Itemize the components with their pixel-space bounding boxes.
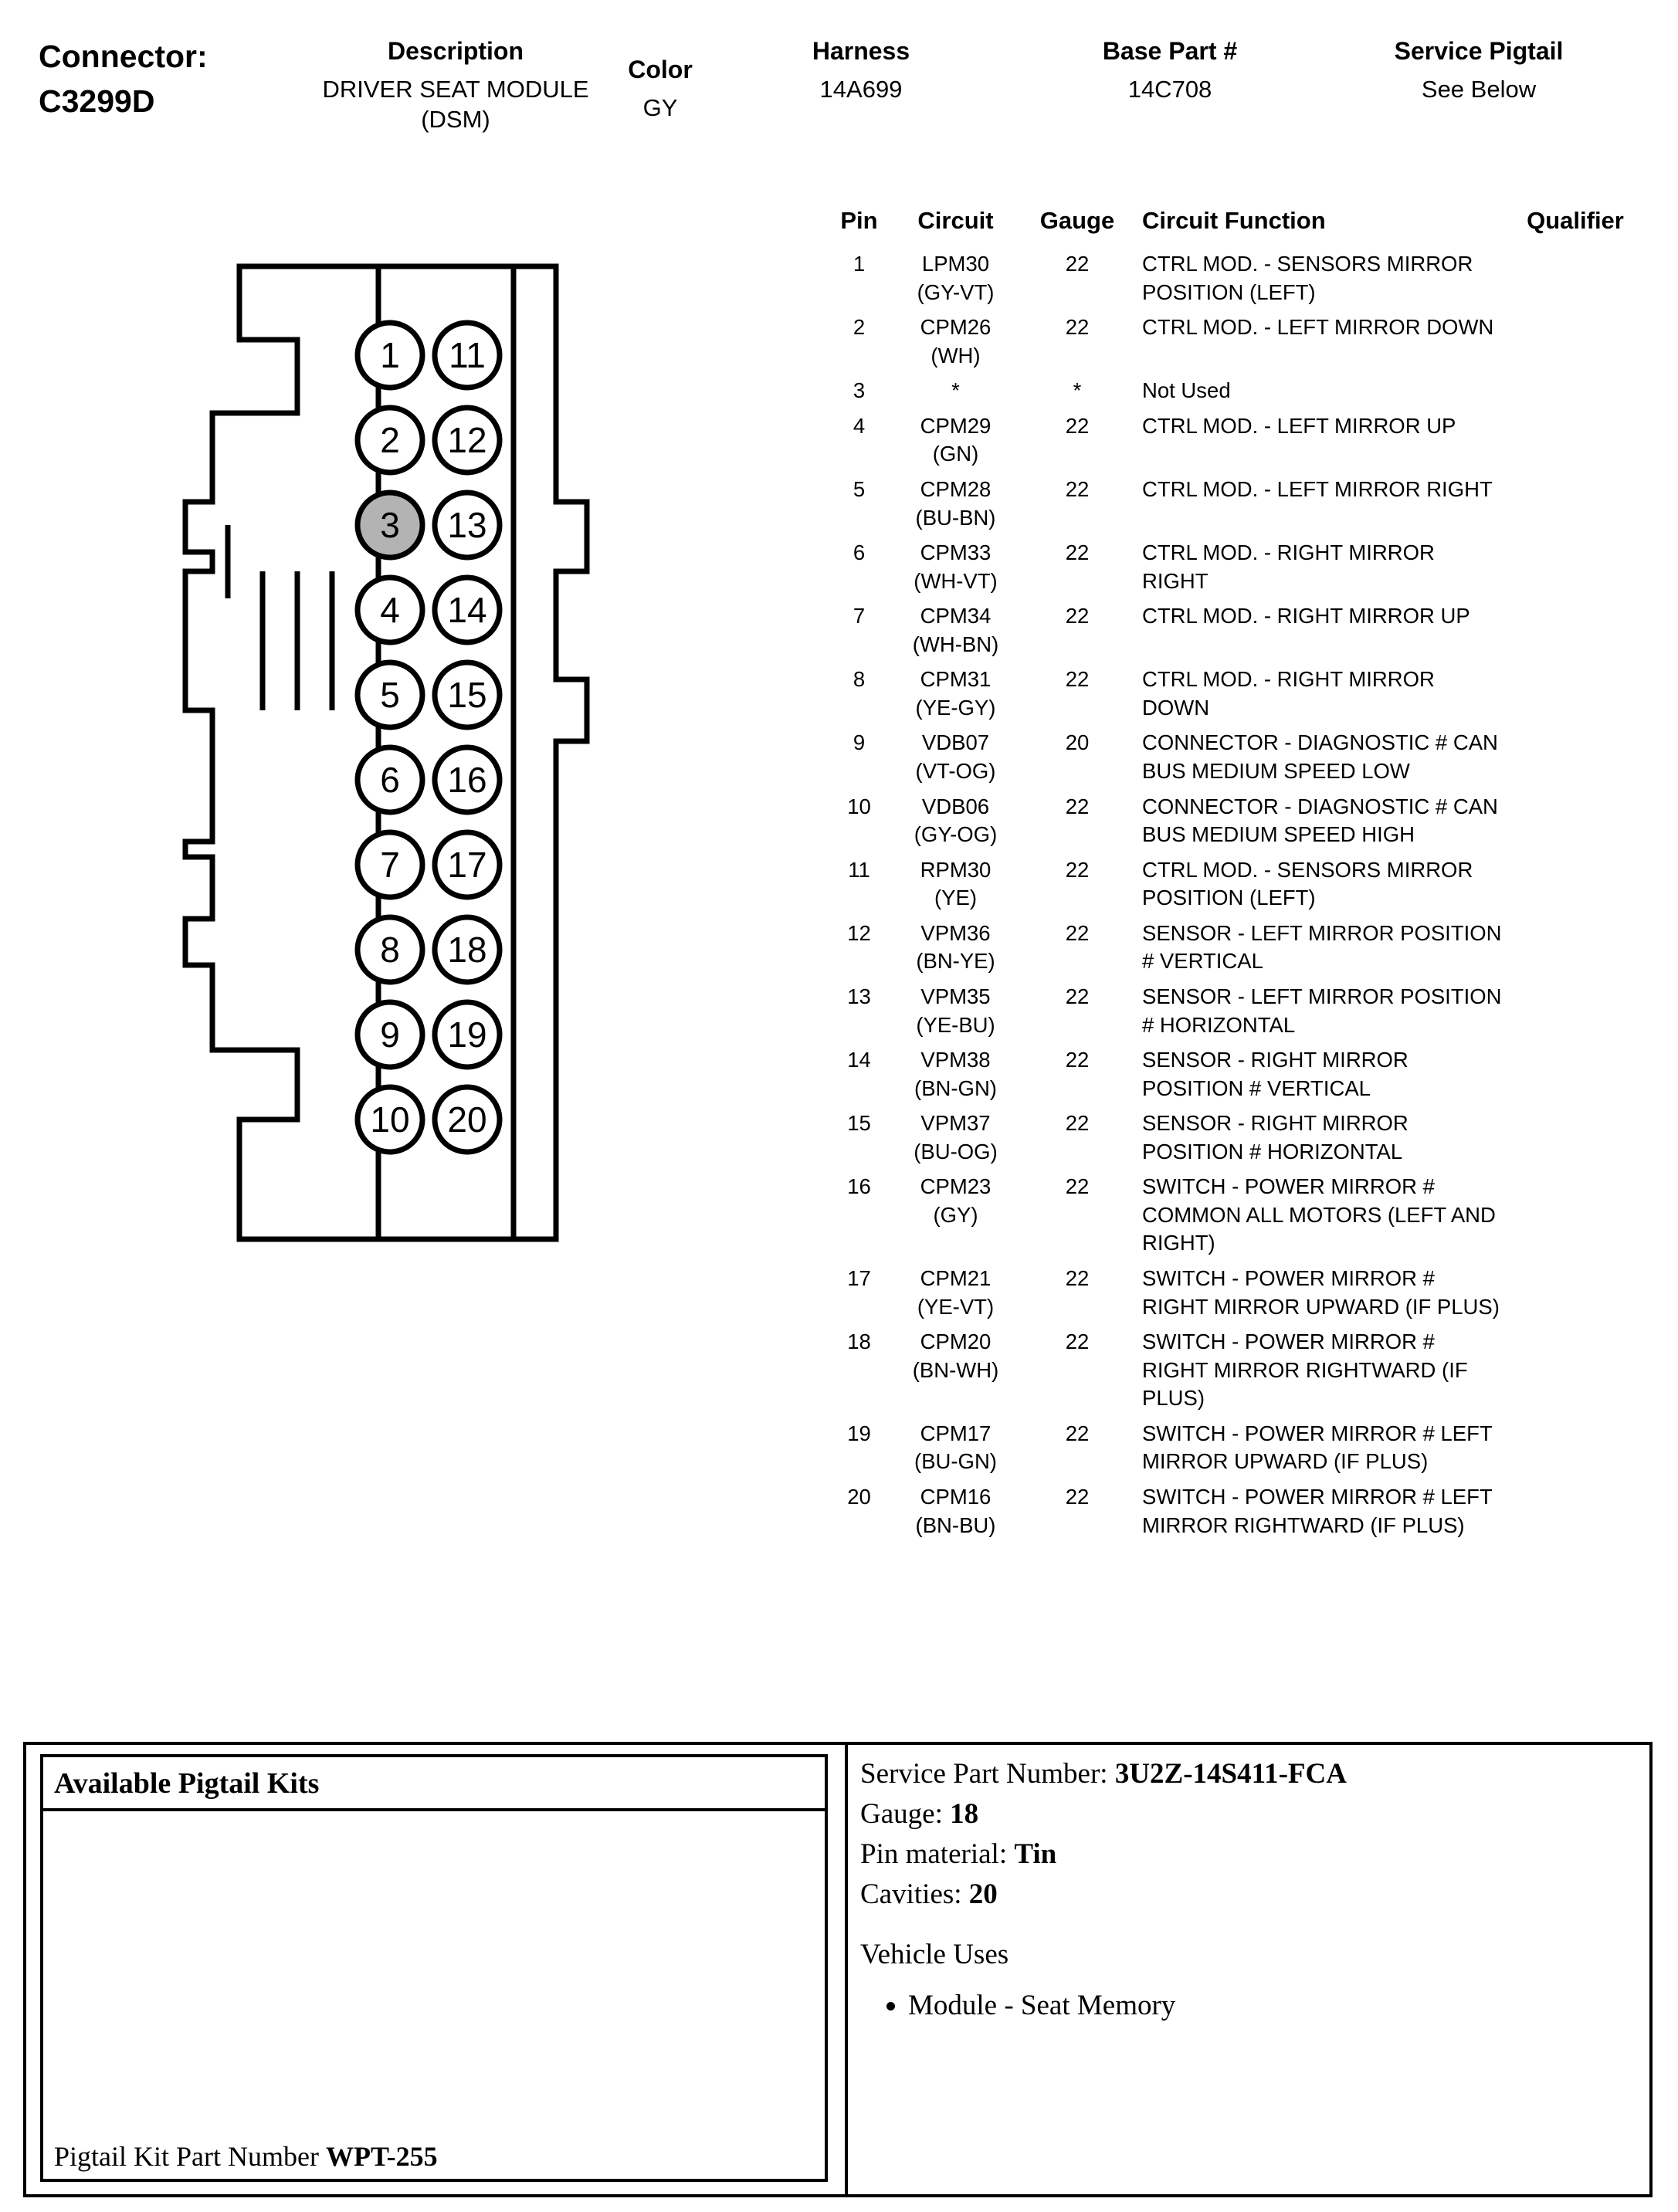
pin-material-row	[860, 1836, 1640, 1873]
cell-qualifier	[1502, 726, 1649, 789]
cell-pin: 18	[847, 1330, 871, 1354]
circuit-name: CPM17	[920, 1421, 992, 1445]
cell-pin: 4	[853, 413, 866, 438]
cell-gauge: 22	[1065, 1266, 1090, 1290]
circuit-color-code: (VT-OG)	[915, 759, 996, 783]
pin-material-value: Tin	[1014, 1838, 1057, 1871]
cell-circuit	[888, 247, 1023, 310]
circuit-name: *	[951, 378, 960, 403]
cell-circuit-function: Not Used	[1142, 378, 1231, 403]
connector-diagram	[154, 247, 726, 1251]
pigtail-kits-title: Available Pigtail Kits	[40, 1754, 828, 1811]
cell-circuit-function: CTRL MOD. - SENSORS MIRROR POSITION (LEFT)	[1142, 857, 1473, 910]
circuit-name: CPM26	[920, 315, 992, 340]
circuit-color-code: (YE-VT)	[917, 1294, 995, 1319]
pin-circle-7	[358, 832, 422, 897]
pigtail-vertical-divider	[845, 1745, 848, 2194]
cell-circuit-function: SENSOR - RIGHT MIRROR POSITION # VERTICAL	[1142, 1048, 1409, 1100]
cell-circuit	[888, 1043, 1023, 1106]
cell-qualifier	[1502, 916, 1649, 980]
cell-pin: 15	[847, 1111, 871, 1136]
cavities-row	[860, 1876, 1640, 1913]
pin-circle-2	[358, 408, 422, 473]
col-header-circuit: Circuit	[917, 207, 994, 234]
pin-circle-20	[435, 1087, 500, 1152]
cell-pin: 6	[853, 540, 866, 565]
cell-circuit	[888, 1106, 1023, 1170]
service-part-number-label: Service Part Number:	[860, 1758, 1108, 1790]
cell-circuit-function: SWITCH - POWER MIRROR # RIGHT MIRROR RIGHTWARD (IF PLUS)	[1142, 1330, 1468, 1411]
cell-gauge: 22	[1065, 1048, 1090, 1072]
service-part-number-value: 3U2Z-14S411-FCA	[1114, 1758, 1347, 1790]
table-row	[830, 374, 1649, 409]
cell-pin: 7	[853, 604, 866, 628]
pigtail-kit-part-label: Pigtail Kit Part Number	[54, 2141, 319, 2172]
cell-qualifier	[1502, 247, 1649, 310]
header-color	[602, 56, 718, 123]
pin-circle-14	[435, 578, 500, 642]
cell-circuit-function: SENSOR - RIGHT MIRROR POSITION # HORIZONTAL	[1142, 1111, 1409, 1164]
cell-qualifier	[1502, 1043, 1649, 1106]
cell-circuit-function: CONNECTOR - DIAGNOSTIC # CAN BUS MEDIUM SPEED HIGH	[1142, 794, 1498, 847]
harness-value: 14A699	[819, 76, 903, 103]
cell-qualifier	[1502, 1106, 1649, 1170]
cell-circuit	[888, 1262, 1023, 1325]
pin-circle-13	[435, 493, 500, 557]
cell-pin: 12	[847, 920, 871, 945]
circuit-name: CPM34	[920, 604, 992, 628]
cell-pin: 20	[847, 1484, 871, 1509]
cell-gauge: 22	[1065, 1484, 1090, 1509]
cavities-value: 20	[968, 1878, 998, 1911]
gauge-value: 18	[950, 1798, 979, 1831]
circuit-color-code: (YE)	[934, 886, 977, 910]
pin-circle-19	[435, 1002, 500, 1067]
svg-text:10: 10	[370, 1099, 410, 1140]
cell-pin: 8	[853, 667, 866, 692]
cell-gauge: 22	[1065, 604, 1090, 628]
base-part-title: Base Part #	[1102, 37, 1238, 65]
cell-pin: 17	[847, 1266, 871, 1290]
cell-circuit-function: SENSOR - LEFT MIRROR POSITION # VERTICAL	[1142, 920, 1502, 974]
list-item: • Module - Seat Memory	[908, 1987, 1640, 2024]
table-row	[830, 980, 1649, 1043]
cell-circuit	[888, 726, 1023, 789]
service-part-number-row	[860, 1756, 1640, 1793]
harness-title: Harness	[812, 37, 910, 65]
service-pigtail-title: Service Pigtail	[1394, 37, 1564, 65]
pin-circle-18	[435, 917, 500, 982]
pin-circle-3	[358, 493, 422, 557]
circuit-name: CPM33	[920, 540, 992, 565]
cell-gauge: 22	[1065, 476, 1090, 501]
col-header-pin: Pin	[840, 207, 878, 234]
cell-pin: 19	[847, 1421, 871, 1445]
cell-gauge: 22	[1065, 920, 1090, 945]
cell-circuit	[888, 1417, 1023, 1480]
pigtail-kits-body	[40, 1811, 828, 2182]
circuit-color-code: (WH)	[931, 343, 981, 368]
pigtail-kits-panel	[26, 1745, 845, 2194]
table-row	[830, 599, 1649, 662]
pin-circle-11	[435, 323, 500, 388]
circuit-name: VPM38	[920, 1048, 991, 1072]
cell-qualifier	[1502, 662, 1649, 726]
header-harness	[768, 37, 954, 104]
svg-text:6: 6	[380, 760, 400, 800]
cell-pin: 3	[853, 378, 866, 403]
svg-text:20: 20	[447, 1099, 487, 1140]
color-value: GY	[642, 94, 678, 121]
table-row	[830, 1106, 1649, 1170]
circuit-name: VDB06	[921, 794, 990, 818]
circuit-color-code: (BN-GN)	[914, 1076, 997, 1100]
cell-gauge: 22	[1065, 1421, 1090, 1445]
pin-table-header-row	[830, 207, 1649, 247]
cell-circuit	[888, 916, 1023, 980]
pin-table	[830, 207, 1649, 1543]
vehicle-uses-title: Vehicle Uses	[860, 1939, 1009, 1971]
svg-text:9: 9	[380, 1015, 400, 1055]
svg-text:8: 8	[380, 930, 400, 970]
svg-text:13: 13	[447, 505, 487, 545]
cell-pin: 1	[853, 252, 866, 276]
circuit-name: CPM31	[920, 667, 992, 692]
table-row	[830, 916, 1649, 980]
circuit-color-code: (GY-VT)	[917, 279, 995, 304]
gauge-label: Gauge:	[860, 1798, 943, 1831]
table-row	[830, 853, 1649, 916]
cell-qualifier	[1502, 599, 1649, 662]
col-header-qualifier: Qualifier	[1527, 207, 1624, 234]
cell-pin: 9	[853, 730, 866, 755]
cell-qualifier	[1502, 536, 1649, 599]
cell-gauge: 22	[1065, 413, 1090, 438]
cell-circuit-function: CTRL MOD. - LEFT MIRROR DOWN	[1142, 315, 1494, 340]
circuit-name: CPM29	[920, 413, 992, 438]
svg-text:17: 17	[447, 845, 487, 885]
table-row	[830, 1043, 1649, 1106]
circuit-name: VPM35	[920, 984, 991, 1008]
cell-circuit-function: CTRL MOD. - RIGHT MIRROR UP	[1142, 604, 1470, 628]
cell-gauge: 22	[1065, 857, 1090, 882]
svg-text:14: 14	[447, 590, 487, 630]
pin-circle-4	[358, 578, 422, 642]
circuit-name: CPM20	[920, 1330, 992, 1354]
svg-text:7: 7	[380, 845, 400, 885]
header-service-pigtail	[1344, 37, 1614, 104]
col-header-gauge: Gauge	[1039, 207, 1115, 234]
cell-circuit	[888, 310, 1023, 374]
svg-text:1: 1	[380, 335, 400, 375]
cell-qualifier	[1502, 409, 1649, 473]
cell-circuit-function: CONNECTOR - DIAGNOSTIC # CAN BUS MEDIUM SPEED LOW	[1142, 730, 1498, 783]
pigtail-kit-part-value: WPT-255	[325, 2141, 438, 2172]
circuit-color-code: (BN-BU)	[915, 1512, 996, 1537]
cell-pin: 14	[847, 1048, 871, 1072]
pin-circle-5	[358, 662, 422, 727]
circuit-color-code: (GY-OG)	[914, 822, 998, 847]
cell-pin: 16	[847, 1174, 871, 1199]
cell-qualifier	[1502, 1262, 1649, 1325]
cell-circuit	[888, 790, 1023, 853]
vehicle-uses-list	[860, 1987, 1640, 2024]
cell-gauge: 20	[1065, 730, 1090, 755]
pin-circle-1	[358, 323, 422, 388]
pin-material-label: Pin material:	[860, 1838, 1008, 1871]
table-row	[830, 409, 1649, 473]
color-title: Color	[628, 56, 693, 83]
cell-pin: 2	[853, 315, 866, 340]
cell-circuit	[888, 536, 1023, 599]
circuit-color-code: (YE-GY)	[915, 695, 996, 720]
table-row	[830, 1417, 1649, 1480]
cell-gauge: *	[1073, 378, 1082, 403]
circuit-color-code: (GN)	[932, 442, 979, 466]
svg-text:19: 19	[447, 1015, 487, 1055]
cell-circuit	[888, 1325, 1023, 1417]
table-row	[830, 1480, 1649, 1543]
cell-circuit	[888, 1170, 1023, 1262]
circuit-color-code: (BN-WH)	[912, 1357, 999, 1382]
pin-circle-15	[435, 662, 500, 727]
cell-circuit	[888, 409, 1023, 473]
cell-gauge: 22	[1065, 252, 1090, 276]
pin-circle-10	[358, 1087, 422, 1152]
cell-pin: 5	[853, 476, 866, 501]
header-base-part	[1070, 37, 1270, 104]
cell-qualifier	[1502, 980, 1649, 1043]
cell-pin: 10	[847, 794, 871, 818]
cell-circuit	[888, 473, 1023, 536]
pin-circle-17	[435, 832, 500, 897]
cell-gauge: 22	[1065, 1111, 1090, 1136]
header-description	[317, 37, 595, 134]
cell-circuit	[888, 599, 1023, 662]
cell-gauge: 22	[1065, 540, 1090, 565]
cell-qualifier	[1502, 1417, 1649, 1480]
cell-qualifier	[1502, 310, 1649, 374]
cell-qualifier	[1502, 853, 1649, 916]
cell-qualifier	[1502, 1480, 1649, 1543]
svg-text:12: 12	[447, 420, 487, 460]
cell-gauge: 22	[1065, 667, 1090, 692]
svg-text:4: 4	[380, 590, 400, 630]
circuit-color-code: (WH-BN)	[912, 632, 999, 656]
service-pigtail-value: See Below	[1421, 76, 1537, 103]
cell-circuit-function: CTRL MOD. - LEFT MIRROR RIGHT	[1142, 476, 1493, 501]
table-row	[830, 310, 1649, 374]
cell-circuit-function: CTRL MOD. - LEFT MIRROR UP	[1142, 413, 1456, 438]
cell-circuit-function: SWITCH - POWER MIRROR # COMMON ALL MOTORS (LEFT AND RIGHT)	[1142, 1174, 1496, 1255]
cell-qualifier	[1502, 374, 1649, 409]
svg-text:18: 18	[447, 930, 487, 970]
cell-pin: 11	[848, 857, 870, 882]
description-value: DRIVER SEAT MODULE (DSM)	[322, 76, 589, 134]
pin-circle-6	[358, 747, 422, 812]
pin-circle-8	[358, 917, 422, 982]
circuit-name: CPM23	[920, 1174, 992, 1199]
cell-circuit	[888, 374, 1023, 409]
circuit-name: LPM30	[921, 252, 990, 276]
table-row	[830, 473, 1649, 536]
circuit-name: CPM28	[920, 476, 992, 501]
cell-circuit-function: SWITCH - POWER MIRROR # LEFT MIRROR UPWARD (IF PLUS)	[1142, 1421, 1493, 1474]
svg-text:3: 3	[380, 505, 400, 545]
cell-gauge: 22	[1065, 1174, 1090, 1199]
cell-qualifier	[1502, 1325, 1649, 1417]
table-row	[830, 790, 1649, 853]
cell-circuit-function: CTRL MOD. - RIGHT MIRROR RIGHT	[1142, 540, 1435, 593]
gauge-row	[860, 1796, 1640, 1833]
circuit-color-code: (YE-BU)	[916, 1012, 995, 1037]
cell-circuit	[888, 1480, 1023, 1543]
cell-circuit-function: CTRL MOD. - SENSORS MIRROR POSITION (LEFT)	[1142, 252, 1473, 304]
svg-text:15: 15	[447, 675, 487, 715]
table-row	[830, 1262, 1649, 1325]
cell-pin: 13	[847, 984, 871, 1008]
pin-circle-9	[358, 1002, 422, 1067]
cell-circuit	[888, 980, 1023, 1043]
cell-gauge: 22	[1065, 794, 1090, 818]
circuit-color-code: (BU-BN)	[915, 505, 996, 530]
cell-qualifier	[1502, 790, 1649, 853]
circuit-color-code: (GY)	[933, 1202, 978, 1227]
svg-text:16: 16	[447, 760, 487, 800]
table-row	[830, 662, 1649, 726]
table-row	[830, 1325, 1649, 1417]
pin-circle-12	[435, 408, 500, 473]
cell-circuit	[888, 853, 1023, 916]
circuit-color-code: (BU-OG)	[914, 1139, 998, 1164]
cell-gauge: 22	[1065, 315, 1090, 340]
cell-circuit	[888, 662, 1023, 726]
pigtail-kit-part-number	[54, 2140, 438, 2173]
cell-qualifier	[1502, 1170, 1649, 1262]
svg-text:11: 11	[449, 335, 486, 375]
cavities-label: Cavities:	[860, 1878, 962, 1911]
table-row	[830, 247, 1649, 310]
circuit-name: RPM30	[920, 857, 992, 882]
table-row	[830, 536, 1649, 599]
circuit-name: VPM36	[920, 920, 991, 945]
cell-qualifier	[1502, 473, 1649, 536]
pin-circle-16	[435, 747, 500, 812]
circuit-name: CPM21	[920, 1266, 992, 1290]
circuit-color-code: (BU-GN)	[914, 1449, 997, 1474]
document-header	[31, 17, 1645, 141]
table-row	[830, 726, 1649, 789]
cell-circuit-function: SWITCH - POWER MIRROR # RIGHT MIRROR UPWARD (IF PLUS)	[1142, 1266, 1500, 1319]
circuit-name: CPM16	[920, 1484, 992, 1509]
svg-text:5: 5	[380, 675, 400, 715]
cell-circuit-function: CTRL MOD. - RIGHT MIRROR DOWN	[1142, 667, 1435, 720]
circuit-name: VDB07	[921, 730, 990, 755]
col-header-function: Circuit Function	[1142, 207, 1326, 234]
table-row	[830, 1170, 1649, 1262]
connector-label: Connector:	[39, 39, 208, 74]
connector-id: C3299D	[39, 83, 155, 119]
available-pigtail-kits-section	[23, 1742, 1653, 2197]
circuit-name: VPM37	[920, 1111, 991, 1136]
pigtail-details-panel	[860, 1756, 1640, 2030]
circuit-color-code: (BN-YE)	[916, 949, 995, 974]
cell-gauge: 22	[1065, 1330, 1090, 1354]
base-part-value: 14C708	[1127, 76, 1212, 103]
cell-circuit-function: SWITCH - POWER MIRROR # LEFT MIRROR RIGHTWARD (IF PLUS)	[1142, 1484, 1493, 1537]
cell-gauge: 22	[1065, 984, 1090, 1008]
svg-text:2: 2	[380, 420, 400, 460]
circuit-color-code: (WH-VT)	[914, 568, 998, 593]
cell-circuit-function: SENSOR - LEFT MIRROR POSITION # HORIZONTAL	[1142, 984, 1502, 1037]
description-title: Description	[387, 37, 524, 65]
